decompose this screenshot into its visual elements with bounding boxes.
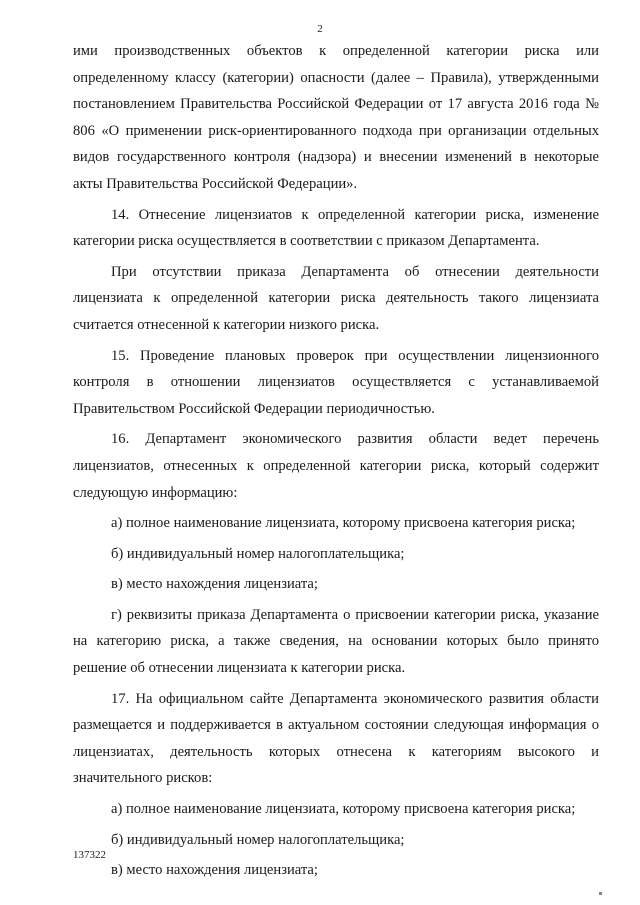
list-item-16b: б) индивидуальный номер налогоплательщика; — [111, 545, 405, 562]
list-item-16d: г) реквизиты приказа Департамента о присвоении категории риска, указание на категорию риска, а также сведения, на основании которых было принято решение об отнесении лицензиата к категории риска. — [73, 606, 599, 677]
list-item-16c: в) место нахождения лицензиата; — [111, 576, 318, 593]
scan-mark — [599, 892, 602, 895]
list-item-17a: а) полное наименование лицензиата, которому присвоена категория риска; — [111, 801, 576, 818]
page-number: 2 — [317, 23, 323, 35]
paragraph-continuation: ими производственных объектов к определенной категории риска или определенному классу (категории) опасности (далее – Правила), утвержденными постановлением Правительства Российской Федерации от 17 августа 2016 года № 806 «О применении риск-ориентированного подхода при организации отдельных видов государственного контроля (надзора) и внесении изменений в некоторые акты Правительства Российской Федерации». — [73, 43, 599, 192]
list-item-17c: в) место нахождения лицензиата; — [111, 862, 318, 879]
paragraph-item-17: 17. На официальном сайте Департамента экономического развития области размещается и поддерживается в актуальном состоянии следующая информация о лицензиатах, деятельность которых отнесена к категориям высокого и значительного рисков: — [73, 690, 599, 787]
list-item-16a: а) полное наименование лицензиата, которому присвоена категория риска; — [111, 515, 576, 532]
list-item-17b: б) индивидуальный номер налогоплательщика; — [111, 831, 405, 848]
document-body — [73, 38, 599, 884]
paragraph-item-16: 16. Департамент экономического развития области ведет перечень лицензиатов, отнесенных к определенной категории риска, который содержит следующую информацию: — [73, 431, 599, 501]
paragraph-item-15: 15. Проведение плановых проверок при осуществлении лицензионного контроля в отношении лицензиатов осуществляется с устанавливаемой Правительством Российской Федерации периодичностью. — [73, 347, 599, 417]
document-code: 137322 — [73, 849, 106, 861]
paragraph-no-order: При отсутствии приказа Департамента об отнесении деятельности лицензиата к определенной категории риска деятельность такого лицензиата считается отнесенной к категории низкого риска. — [73, 263, 599, 333]
paragraph-item-14: 14. Отнесение лицензиатов к определенной категории риска, изменение категории риска осуществляется в соответствии с приказом Департамента. — [73, 206, 599, 250]
